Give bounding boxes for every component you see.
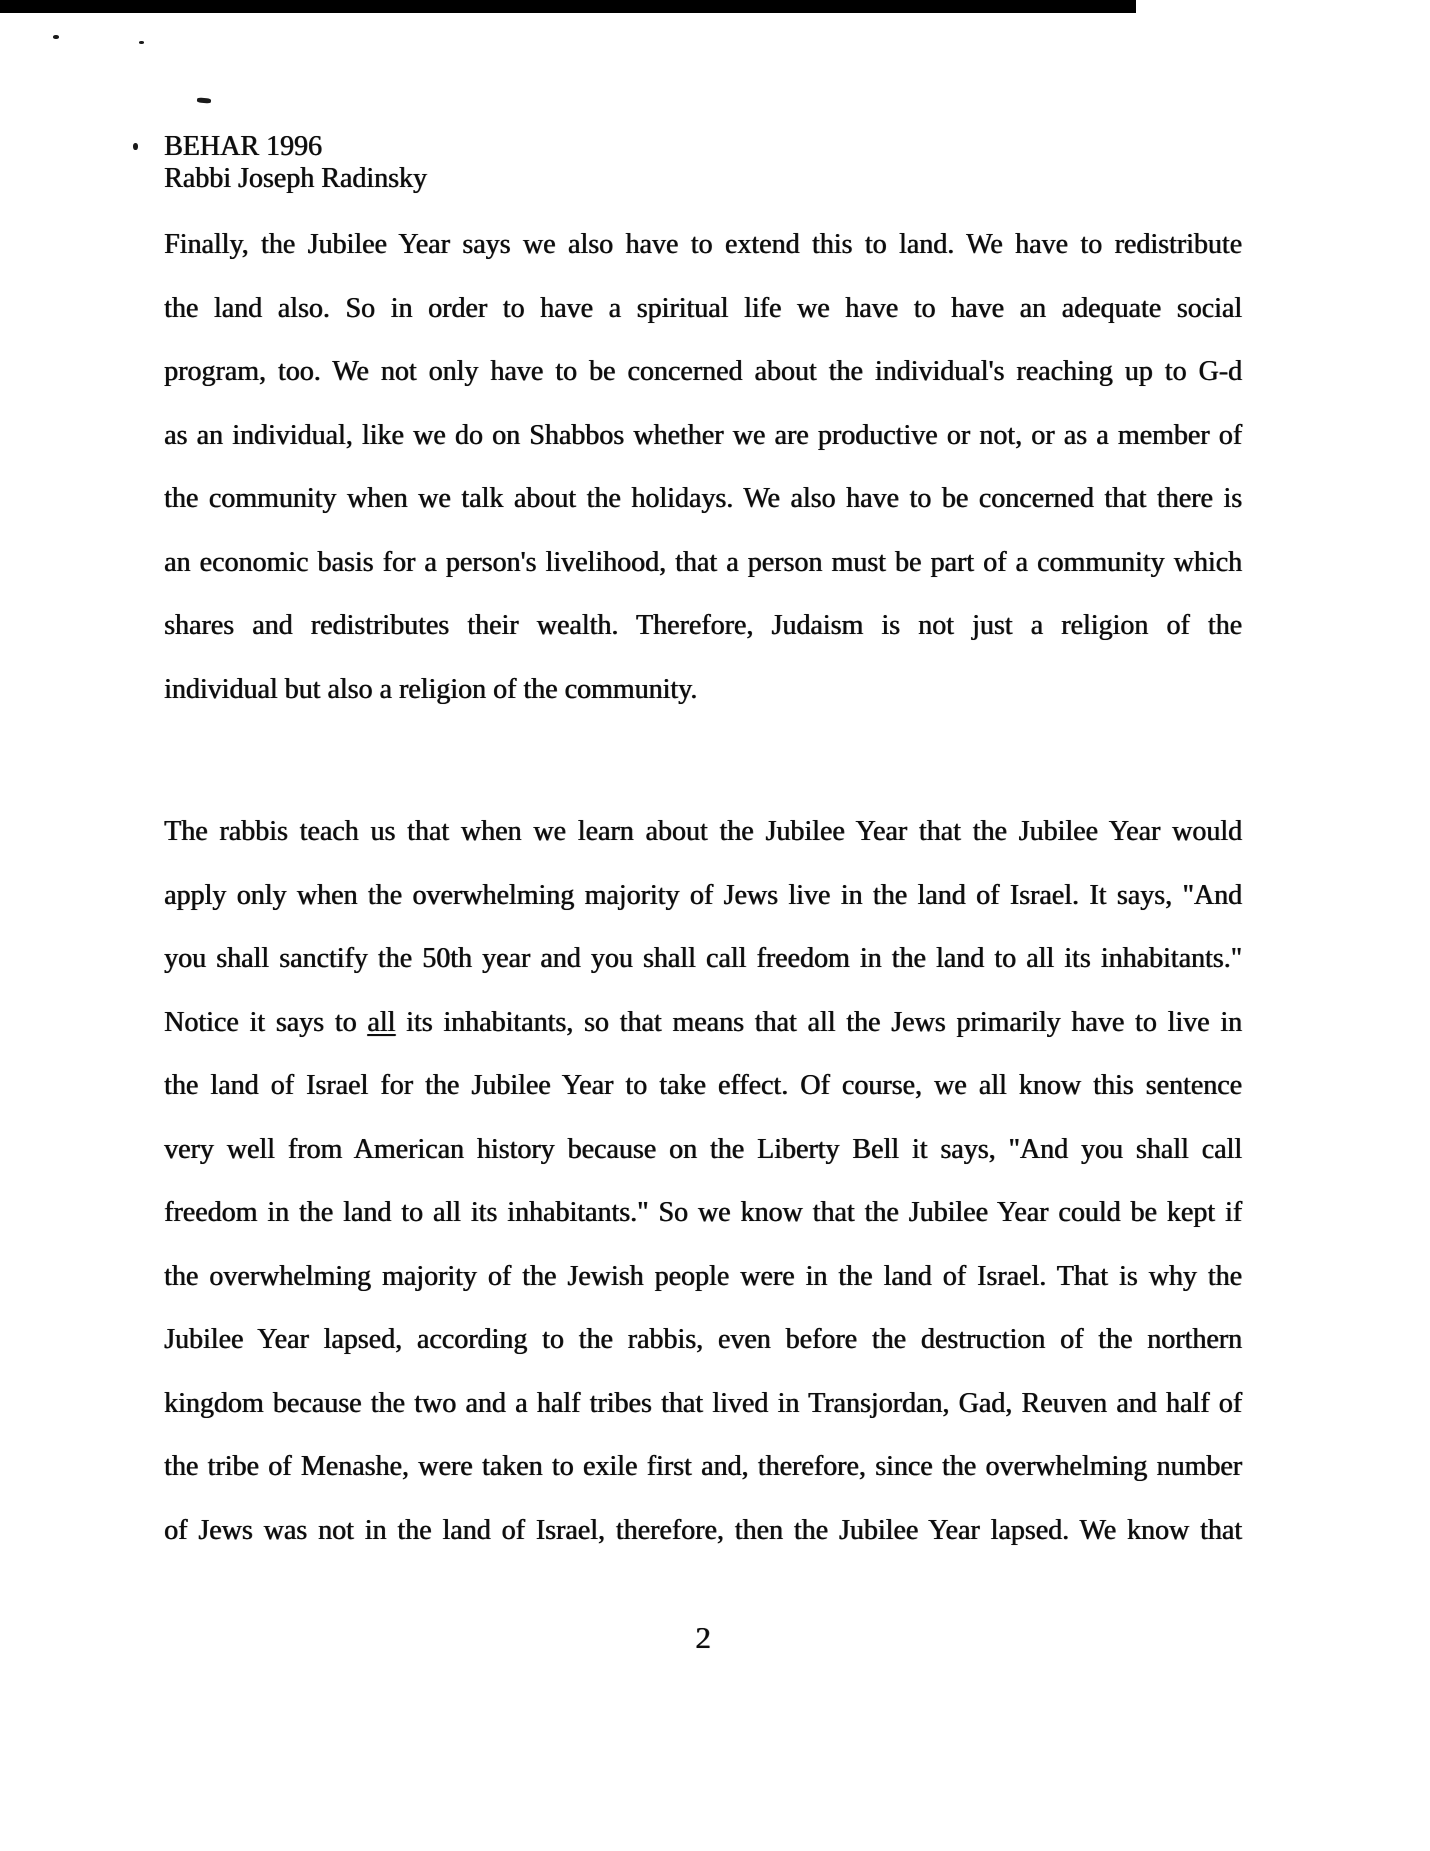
text-line: you shall sanctify the 50th year and you shall call freedom in the land to all its inhabitants." — [164, 943, 1242, 974]
text-line: the tribe of Menashe, were taken to exile first and, therefore, since the overwhelming number — [164, 1451, 1242, 1482]
text-line: The rabbis teach us that when we learn about the Jubilee Year that the Jubilee Year would — [164, 816, 1242, 847]
text-line: of Jews was not in the land of Israel, therefore, then the Jubilee Year lapsed. We know that — [164, 1514, 1242, 1546]
text-line: the land also. So in order to have a spiritual life we have to have an adequate social — [164, 292, 1242, 324]
text-line: individual but also a religion of the community. — [164, 673, 698, 705]
text-line: shares and redistributes their wealth. Therefore, Judaism is not just a religion of the — [164, 610, 1242, 641]
scan-speck — [133, 143, 138, 150]
text-line: Finally, the Jubilee Year says we also have to extend this to land. We have to redistribute — [164, 229, 1242, 260]
text-line-with-underline — [164, 991, 1242, 1055]
text-line: an economic basis for a person's livelihood, that a person must be part of a community which — [164, 546, 1242, 578]
text-line: Jubilee Year lapsed, according to the rabbis, even before the destruction of the northern — [164, 1324, 1242, 1355]
text-segment: its inhabitants, so that means that all the Jews primarily have to live in — [395, 1006, 1243, 1038]
document-title: BEHAR 1996 — [164, 131, 322, 162]
paragraph-1 — [164, 213, 1242, 721]
document-author: Rabbi Joseph Radinsky — [164, 163, 427, 194]
scan-artifact-top-bar — [0, 0, 1136, 13]
text-line: kingdom because the two and a half tribes that lived in Transjordan, Gad, Reuven and half of — [164, 1387, 1242, 1419]
text-line: apply only when the overwhelming majority of Jews live in the land of Israel. It says, "And — [164, 879, 1242, 911]
text-line: as an individual, like we do on Shabbos whether we are productive or not, or as a member of — [164, 419, 1242, 451]
scan-speck — [53, 35, 59, 39]
text-line: the overwhelming majority of the Jewish people were in the land of Israel. That is why the — [164, 1260, 1242, 1292]
text-line: the land of Israel for the Jubilee Year to take effect. Of course, we all know this sentence — [164, 1070, 1242, 1101]
text-line: the community when we talk about the holidays. We also have to be concerned that there is — [164, 483, 1242, 514]
scan-speck — [139, 41, 144, 44]
text-line: freedom in the land to all its inhabitants." So we know that the Jubilee Year could be kept if — [164, 1197, 1242, 1228]
text-line: program, too. We not only have to be concerned about the individual's reaching up to G-d — [164, 356, 1242, 387]
underlined-word: all — [367, 1006, 396, 1038]
page-number: 2 — [695, 1620, 711, 1655]
text-segment: Notice it says to — [164, 1006, 368, 1038]
document-header — [164, 131, 427, 195]
scan-speck — [197, 97, 211, 103]
text-line: very well from American history because on the Liberty Bell it says, "And you shall call — [164, 1133, 1242, 1165]
paragraph-2 — [164, 800, 1242, 1562]
